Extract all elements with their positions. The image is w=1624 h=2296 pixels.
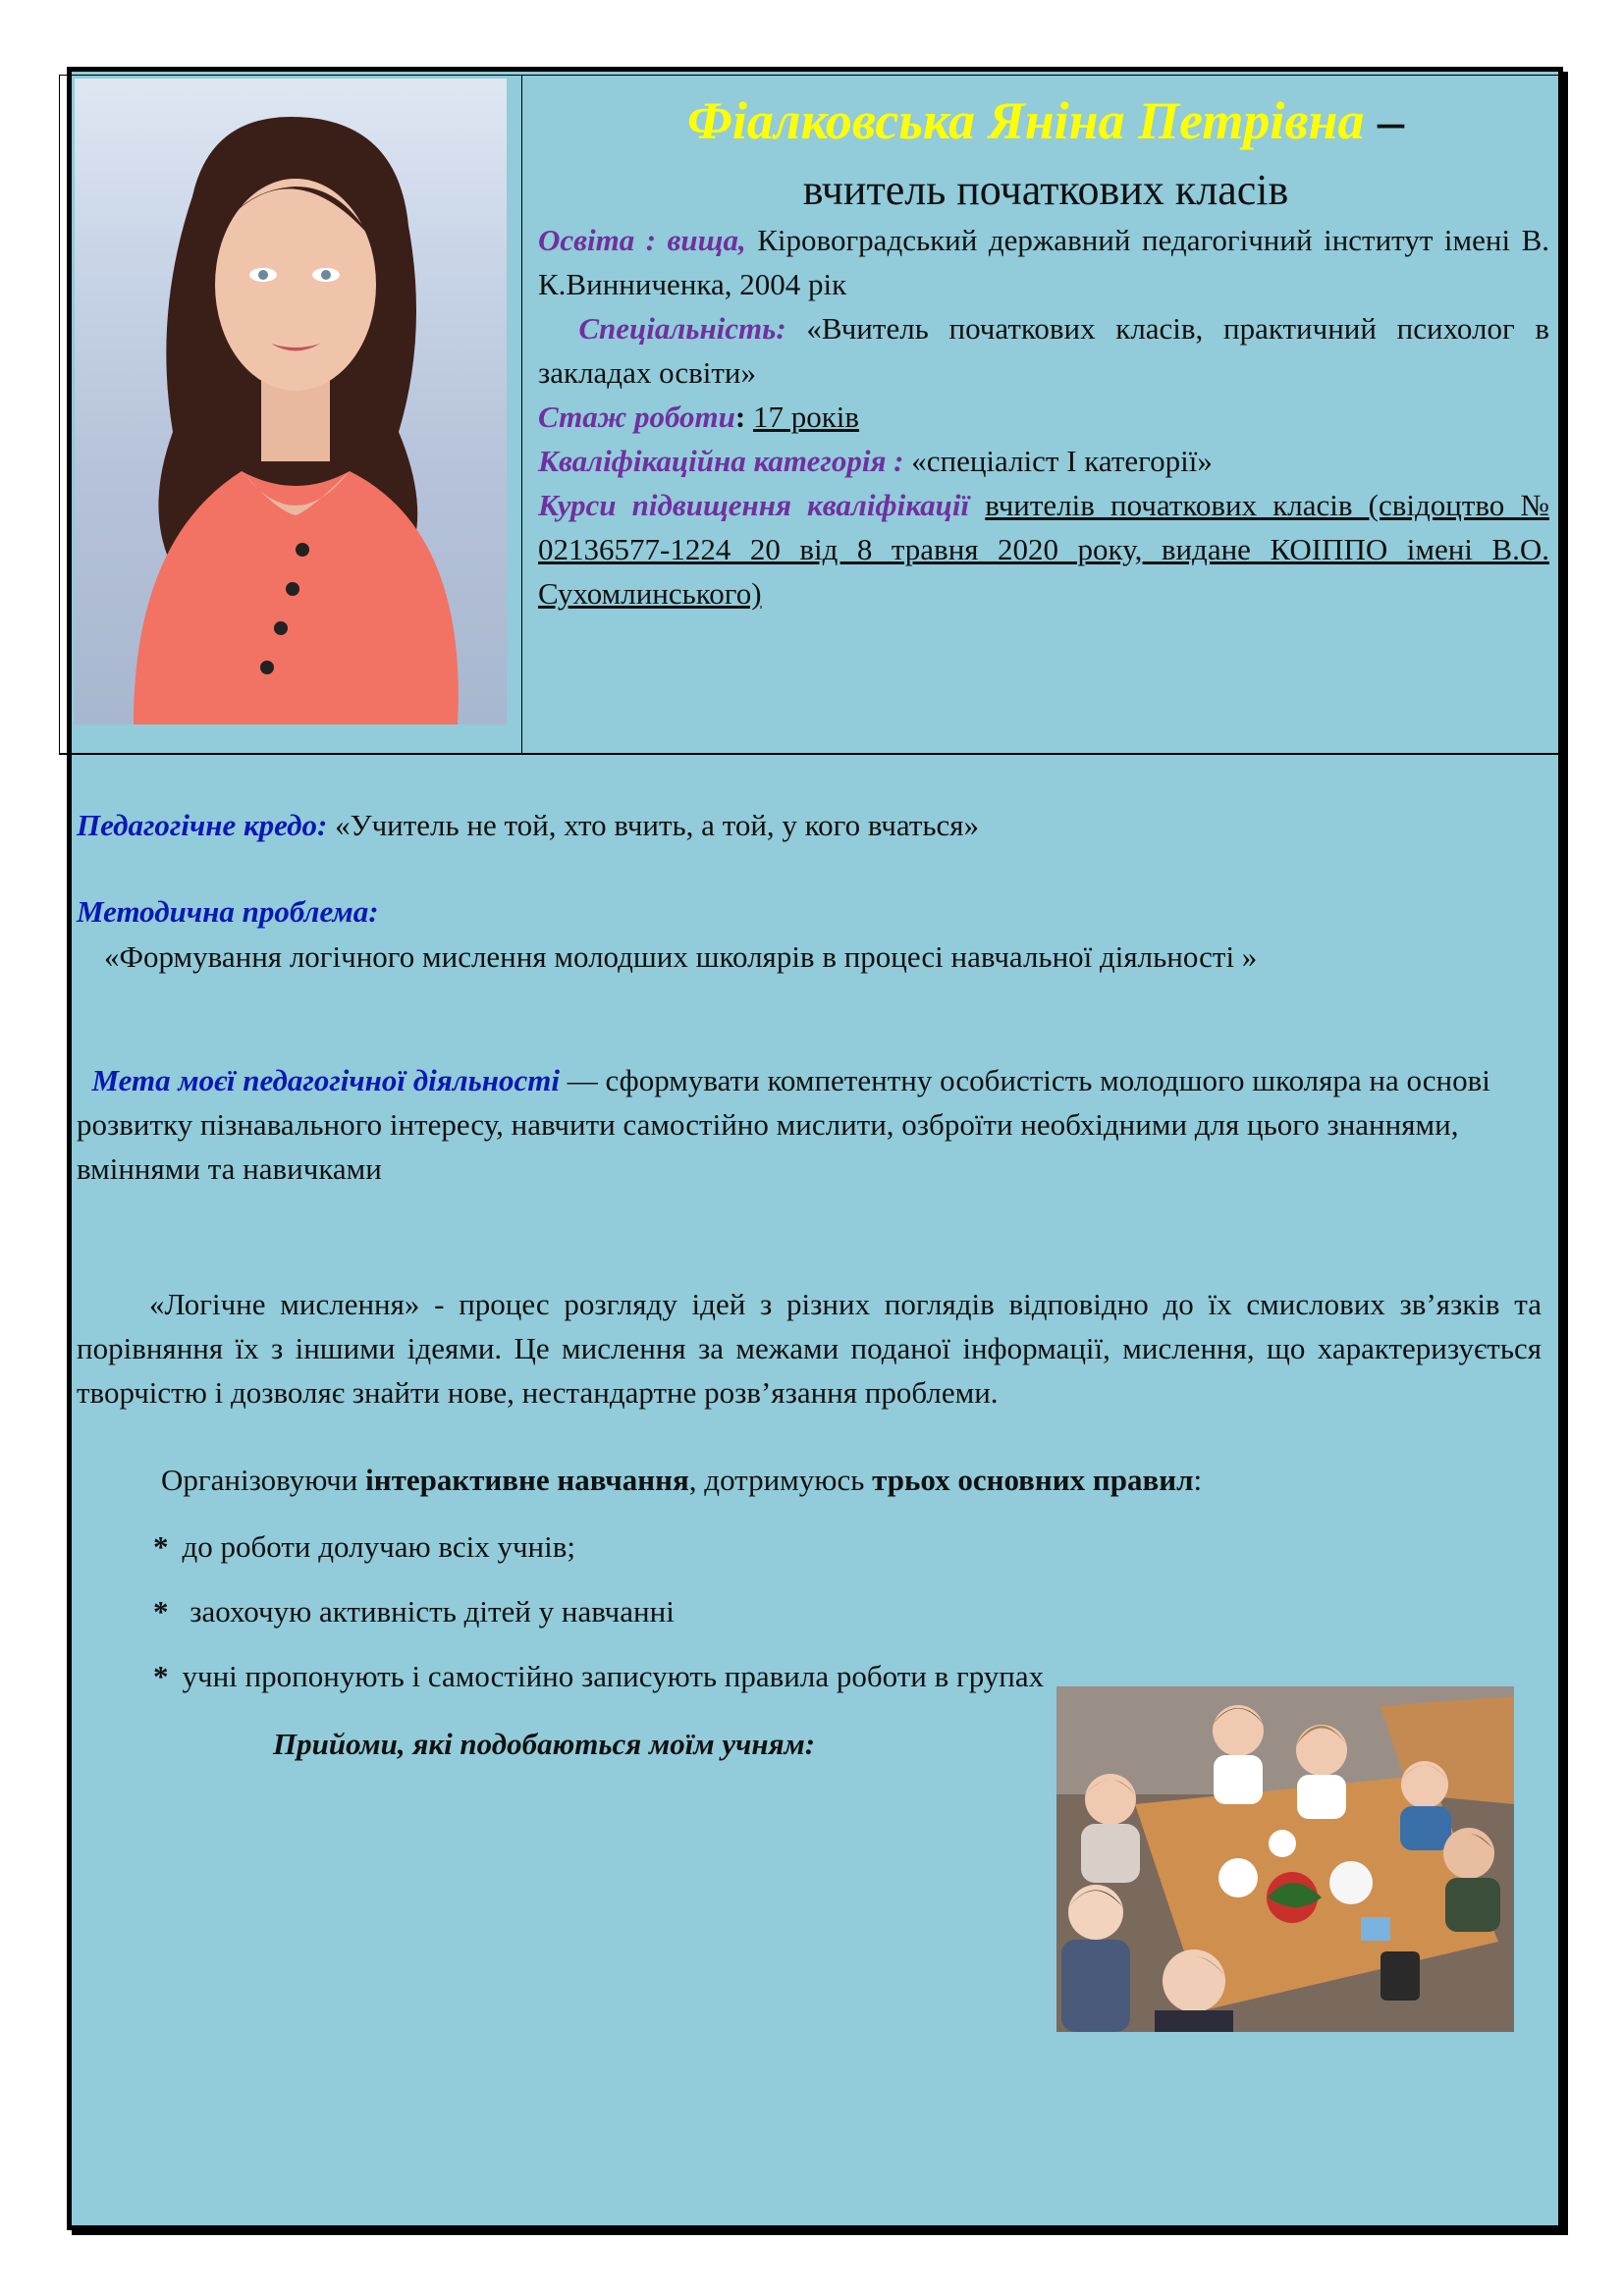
teacher-info (538, 218, 1549, 615)
credo-line (77, 803, 1530, 847)
goal-label: Мета моєї педагогічної діяльності (91, 1063, 560, 1097)
header-bottom-border (59, 753, 1567, 755)
interactive-bold-1: інтерактивне навчання (365, 1463, 689, 1497)
courses-label: Курси підвищення кваліфікації (538, 488, 970, 522)
rule-text: заохочую активність дітей у навчанні (189, 1594, 675, 1629)
education-line (538, 218, 1549, 306)
experience-value: 17 років (753, 400, 860, 434)
education-label: Освіта : вища, (538, 223, 746, 257)
education-text: Кіровоградський державний педагогічний інститут імені В. К.Винниченка, 2004 рік (538, 223, 1550, 301)
goal-text: — сформувати компетентну особистість молодшого школяра на основі розвитку пізнавального інтересу, навчити самостійно мислити, озброїти необхідними для цього знаннями, вміннями та навичками (77, 1063, 1490, 1186)
bullet-marker: * (153, 1529, 169, 1564)
goal-paragraph (77, 1058, 1530, 1191)
teacher-name: Фіалковська Яніна Петрівна (686, 91, 1365, 150)
teacher-position: вчитель початкових класів (802, 166, 1289, 214)
bullet-marker: * (153, 1659, 169, 1693)
experience-label: Стаж роботи (538, 400, 735, 434)
rule-text: до роботи долучаю всіх учнів; (182, 1529, 575, 1564)
category-label: Кваліфікаційна категорія : (538, 444, 904, 478)
interactive-middle: , дотримуюсь (688, 1463, 865, 1497)
classroom-photo (1056, 1686, 1514, 2032)
category-text: «спеціаліст І категорії» (911, 444, 1213, 478)
interactive-line (161, 1458, 1536, 1502)
header-divider (521, 75, 522, 754)
interactive-bold-2: трьох основних правил (872, 1463, 1194, 1497)
teacher-portrait-photo (75, 79, 507, 724)
name-dash: – (1378, 91, 1405, 150)
problem-text: «Формування логічного мислення молодших школярів в процесі навчальної діяльності » (104, 939, 1258, 974)
credo-text: «Учитель не той, хто вчить, а той, у кого вчаться» (335, 808, 980, 842)
logic-paragraph: «Логічне мислення» - процес розгляду ідей з різних поглядів відповідно до їх смислових зв’язків та порівняння їх з іншими ідеями. Це мислення за межами поданої інформації, мислення, що характеризується творчістю і дозволяє знайти нове, нестандартне розв’язання проблеми. (77, 1287, 1542, 1410)
experience-line (538, 395, 1549, 439)
problem-label-line (77, 889, 379, 934)
interactive-prefix: Організовуючи (161, 1463, 358, 1497)
specialty-text: «Вчитель початкових класів, практичний психолог в закладах освіти» (538, 311, 1549, 390)
techniques-heading: Прийоми, які подобаються моїм учням: (273, 1727, 816, 1761)
bullet-marker: * (153, 1594, 169, 1629)
interactive-suffix: : (1193, 1463, 1203, 1497)
specialty-label: Спеціальність: (578, 311, 786, 346)
rule-text: учні пропонують і самостійно записують правила роботи в групах (182, 1659, 1045, 1693)
courses-line (538, 483, 1549, 615)
credo-label: Педагогічне кредо: (77, 808, 328, 842)
category-line (538, 439, 1549, 483)
list-item (153, 1659, 1044, 1694)
specialty-line (538, 306, 1549, 395)
list-item (153, 1529, 575, 1565)
problem-label: Методична проблема: (77, 894, 379, 929)
courses-text: вчителів початкових класів (свідоцтво № 02136577-1224 20 від 8 травня 2020 року, видане КОІППО імені В.О. Сухомлинського) (538, 488, 1549, 611)
list-item (153, 1594, 675, 1629)
teacher-name-line (540, 90, 1551, 151)
experience-colon: : (734, 400, 746, 434)
